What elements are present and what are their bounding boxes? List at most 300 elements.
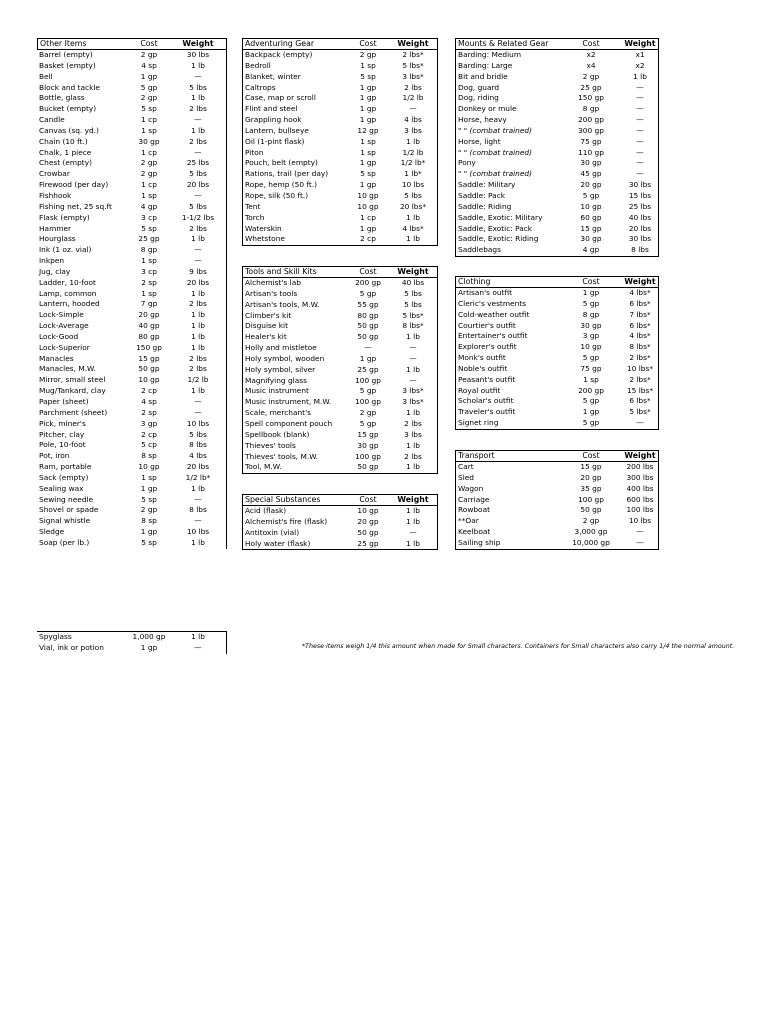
table-header	[455, 450, 659, 462]
item-name: Artisan's tools, M.W.	[245, 299, 320, 309]
item-weight: 3 lbs*	[402, 386, 424, 396]
item-weight: 2 lbs	[404, 451, 422, 461]
item-weight: —	[636, 158, 644, 168]
item-weight: 2 lbs*	[402, 50, 424, 59]
item-weight: 10 lbs	[628, 516, 652, 526]
item-cost: 10 gp	[357, 190, 379, 200]
item-cost: 2 cp	[360, 234, 376, 244]
item-weight: 9 lbs	[189, 266, 207, 276]
table-row	[37, 484, 226, 495]
table-row	[456, 245, 658, 256]
item-cost: 1 gp	[359, 158, 377, 168]
item-cost: 30 gp	[138, 136, 160, 146]
table-row	[37, 137, 226, 148]
table-row	[456, 93, 658, 104]
table-row	[37, 538, 226, 549]
item-weight: —	[636, 418, 644, 428]
item-name: Barrel (empty)	[39, 50, 93, 59]
item-cost: 40 gp	[138, 321, 160, 331]
item-name: Lock-Simple	[39, 310, 84, 320]
header-name-cell: Tools and Skill Kits	[245, 267, 317, 276]
item-name: Courtier's outfit	[458, 320, 516, 330]
item-weight: —	[409, 104, 417, 114]
item-cost: 150 gp	[136, 342, 162, 352]
item-cost: 35 gp	[580, 483, 602, 493]
item-name: Entertainer's outfit	[458, 331, 528, 341]
item-name: Whetstone	[245, 234, 285, 244]
item-name: Healer's kit	[245, 332, 287, 342]
item-name: Cart	[458, 462, 474, 471]
item-cost: x4	[586, 60, 596, 70]
item-name: Waterskin	[245, 223, 282, 233]
table-row	[243, 354, 437, 365]
table-row	[243, 278, 437, 289]
item-weight: 300 lbs	[626, 472, 654, 482]
table-row	[37, 451, 226, 462]
item-cost: 5 gp	[359, 418, 377, 428]
table-row	[456, 462, 658, 473]
table-row	[37, 332, 226, 343]
item-name: Alchemist's fire (flask)	[245, 516, 328, 526]
item-name: Cleric's vestments	[458, 298, 526, 308]
item-cost: 10 gp	[580, 342, 602, 352]
item-name: Saddle, Exotic: Riding	[458, 234, 539, 244]
item-name: Bell	[39, 71, 53, 81]
item-cost: 4 sp	[141, 60, 157, 70]
item-cost: 1 gp	[359, 104, 377, 114]
item-cost: 100 gp	[578, 494, 604, 504]
table-row	[243, 148, 437, 159]
item-name: Shovel or spade	[39, 505, 99, 515]
item-cost: 1 gp	[359, 115, 377, 125]
item-cost: 2 gp	[140, 93, 158, 103]
item-weight: —	[636, 169, 644, 179]
item-cost: 5 gp	[582, 298, 600, 308]
item-cost: 50 gp	[580, 505, 602, 515]
table-row	[243, 408, 437, 419]
item-weight: 7 lbs*	[629, 309, 651, 319]
table-row	[37, 419, 226, 430]
item-cost: 15 gp	[357, 429, 379, 439]
table-row	[456, 202, 658, 213]
table-row	[37, 72, 226, 83]
table-row	[456, 538, 658, 549]
item-weight: —	[636, 93, 644, 103]
table-row	[243, 462, 437, 473]
item-weight: 8 lbs*	[629, 342, 651, 352]
item-weight: 1 lb	[406, 538, 420, 548]
item-cost: 5 gp	[582, 353, 600, 363]
item-cost: 5 gp	[359, 288, 377, 298]
item-name: Ink (1 oz. vial)	[39, 245, 92, 255]
item-name: Tool, M.W.	[245, 462, 282, 472]
item-cost: 1 sp	[141, 125, 157, 135]
item-name: Mug/Tankard, clay	[39, 386, 106, 396]
item-name: Fishhook	[39, 190, 72, 200]
item-name: Paper (sheet)	[39, 397, 89, 406]
item-name: Sledge	[39, 527, 65, 537]
item-name: Dog, guard	[458, 82, 500, 92]
item-weight: 25 lbs	[186, 158, 210, 168]
item-cost: 10 gp	[580, 201, 602, 211]
table-row	[243, 528, 437, 539]
table-row	[37, 643, 226, 654]
table-row	[37, 430, 226, 441]
item-weight: 4 lbs	[404, 115, 422, 125]
item-name: Wagon	[458, 483, 484, 493]
item-name: Grappling hook	[245, 115, 302, 125]
item-weight: 2 lbs	[189, 364, 207, 374]
item-name: " " (combat trained)	[458, 147, 532, 157]
header-cost-cell: Cost	[359, 495, 377, 504]
table-row	[456, 148, 658, 159]
item-name: Bucket (empty)	[39, 104, 97, 114]
item-name: Sewing needle	[39, 494, 94, 504]
item-cost: 8 gp	[582, 309, 600, 319]
transport-table	[455, 450, 659, 550]
item-cost: 30 gp	[580, 158, 602, 168]
item-name: Crowbar	[39, 169, 70, 179]
item-weight: 6 lbs*	[629, 298, 651, 308]
item-cost: 3 cp	[141, 212, 157, 222]
table-row	[37, 256, 226, 267]
item-cost: 50 gp	[138, 364, 160, 374]
item-name: Ladder, 10-foot	[39, 277, 96, 287]
item-name: Firewood (per day)	[39, 180, 109, 190]
item-weight: 1/2 lb*	[400, 158, 426, 168]
header-weight-cell: Weight	[397, 495, 429, 504]
table-row	[456, 158, 658, 169]
table-header	[242, 38, 438, 50]
table-row	[456, 418, 658, 429]
table-row	[456, 484, 658, 495]
item-name: Lantern, bullseye	[245, 125, 309, 135]
item-weight: 5 lbs*	[402, 310, 424, 320]
item-name: Rope, silk (50 ft.)	[245, 190, 309, 200]
item-cost: 12 gp	[357, 125, 379, 135]
item-cost: 10 gp	[138, 462, 160, 472]
table-row	[456, 495, 658, 506]
item-name: Spellbook (blank)	[245, 429, 310, 439]
table-row	[37, 505, 226, 516]
item-cost: 50 gp	[357, 462, 379, 472]
item-cost: 1 sp	[141, 472, 157, 482]
table-row	[37, 50, 226, 61]
table-row	[243, 517, 437, 528]
table-row	[37, 375, 226, 386]
item-weight: 1 lb*	[404, 169, 422, 179]
item-cost: 1 sp	[141, 288, 157, 298]
header-cost-cell: Cost	[359, 267, 377, 276]
item-weight: 1 lb	[406, 234, 420, 244]
item-name: Candle	[39, 115, 65, 125]
table-row	[456, 191, 658, 202]
table-row	[456, 50, 658, 61]
item-name: Piton	[245, 147, 264, 157]
item-cost: 100 gp	[355, 451, 381, 461]
item-name: Backpack (empty)	[245, 50, 313, 59]
table-row	[37, 213, 226, 224]
item-name: Thieves' tools, M.W.	[245, 451, 319, 461]
item-weight: 6 lbs*	[629, 396, 651, 406]
item-name: Rations, trail (per day)	[245, 169, 329, 179]
header-name-cell: Special Substances	[245, 495, 321, 504]
table-row	[456, 299, 658, 310]
header-weight-cell: Weight	[397, 39, 429, 48]
item-name: Basket (empty)	[39, 60, 96, 70]
item-name: Signet ring	[458, 418, 499, 428]
table-row	[456, 310, 658, 321]
item-weight: 2 lbs	[189, 136, 207, 146]
table-row	[243, 376, 437, 387]
item-name: Sled	[458, 472, 474, 482]
item-name: Bottle, glass	[39, 93, 85, 103]
item-cost: 1 gp	[359, 93, 377, 103]
item-cost: 1 gp	[359, 180, 377, 190]
item-name: Dog, riding	[458, 93, 499, 103]
item-cost: 20 gp	[357, 516, 379, 526]
item-name: Artisan's tools	[245, 288, 298, 298]
item-name: Lantern, hooded	[39, 299, 100, 309]
item-weight: —	[409, 527, 417, 537]
item-weight: 10 lbs*	[626, 363, 654, 373]
item-weight: 5 lbs*	[402, 60, 424, 70]
item-cost: 110 gp	[578, 147, 604, 157]
item-cost: 3,000 gp	[574, 527, 608, 537]
table-row	[37, 516, 226, 527]
item-cost: 2 sp	[141, 407, 157, 417]
other-items-table	[37, 38, 227, 549]
item-name: **Oar	[458, 516, 479, 526]
item-name: Lamp, common	[39, 288, 97, 298]
item-weight: 400 lbs	[626, 483, 654, 493]
item-cost: 15 gp	[580, 462, 602, 471]
item-weight: 1 lb	[191, 93, 205, 103]
table-row	[37, 202, 226, 213]
table-row	[37, 321, 226, 332]
item-cost: 3 cp	[141, 266, 157, 276]
header-cost-cell: Cost	[582, 277, 600, 286]
item-weight: 1 lb	[633, 71, 647, 81]
footnote: *These items weigh 1/4 this amount when made for Small characters. Containers for Small characters also carry 1/4 the normal amount.	[302, 643, 735, 650]
item-cost: 5 sp	[360, 71, 376, 81]
item-cost: 80 gp	[357, 310, 379, 320]
table-row	[456, 104, 658, 115]
item-weight: 200 lbs	[626, 462, 654, 471]
item-weight: 8 lbs	[189, 505, 207, 515]
item-name: Artisan's outfit	[458, 288, 512, 297]
item-name: Inkpen	[39, 256, 65, 266]
item-weight: 3 lbs	[404, 429, 422, 439]
item-cost: 4 gp	[140, 201, 158, 211]
item-cost: 20 gp	[138, 310, 160, 320]
item-cost: 200 gp	[355, 278, 381, 287]
item-weight: 10 lbs	[401, 180, 425, 190]
item-cost: 4 sp	[141, 397, 157, 406]
item-cost: 1 sp	[141, 256, 157, 266]
item-weight: —	[636, 147, 644, 157]
item-weight: 40 lbs	[628, 212, 652, 222]
item-weight: 25 lbs	[628, 201, 652, 211]
item-weight: 1 lb	[191, 310, 205, 320]
item-weight: 5 lbs	[404, 288, 422, 298]
other-items-continued-table	[37, 631, 227, 654]
item-cost: 15 gp	[580, 223, 602, 233]
item-cost: 5 gp	[140, 82, 158, 92]
item-name: Saddle: Military	[458, 180, 516, 190]
table-row	[243, 72, 437, 83]
item-weight: 1 lb	[406, 408, 420, 418]
item-cost: 2 gp	[140, 50, 158, 59]
item-name: Sailing ship	[458, 537, 501, 547]
table-row	[37, 299, 226, 310]
table-row	[243, 332, 437, 343]
mounts-table	[455, 38, 659, 257]
item-weight: —	[194, 190, 202, 200]
item-weight: 1 lb	[406, 364, 420, 374]
item-weight: 2 lbs	[189, 104, 207, 114]
table-row	[456, 386, 658, 397]
item-name: Music instrument, M.W.	[245, 397, 332, 407]
item-weight: 20 lbs	[186, 462, 210, 472]
item-cost: 5 sp	[141, 494, 157, 504]
item-name: Royal outfit	[458, 385, 501, 395]
item-weight: 2 lbs	[404, 82, 422, 92]
item-cost: 1 gp	[140, 642, 158, 652]
table-row	[37, 267, 226, 278]
item-weight: 3 lbs*	[402, 71, 424, 81]
item-cost: 15 gp	[138, 353, 160, 363]
item-cost: 50 gp	[357, 527, 379, 537]
item-cost: 10 gp	[357, 201, 379, 211]
table-row	[37, 440, 226, 451]
table-row	[243, 365, 437, 376]
table-row	[37, 234, 226, 245]
item-name: Chain (10 ft.)	[39, 136, 88, 146]
item-cost: 50 gp	[357, 332, 379, 342]
item-cost: 80 gp	[138, 331, 160, 341]
table-row	[243, 50, 437, 61]
item-name: Holly and mistletoe	[245, 343, 317, 353]
item-weight: 2 lbs*	[629, 374, 651, 384]
item-name: Saddle: Pack	[458, 190, 506, 200]
item-name: Hourglass	[39, 234, 76, 244]
table-row	[243, 506, 437, 517]
item-weight: 4 lbs*	[402, 223, 424, 233]
item-weight: 30 lbs	[186, 50, 210, 59]
table-row	[37, 495, 226, 506]
item-name: Music instrument	[245, 386, 309, 396]
item-cost: 2 gp	[140, 505, 158, 515]
item-cost: 7 gp	[140, 299, 158, 309]
item-weight: 30 lbs	[628, 234, 652, 244]
item-cost: 1 sp	[583, 374, 599, 384]
item-name: Pole, 10-foot	[39, 440, 86, 450]
item-weight: 5 lbs	[189, 169, 207, 179]
table-row	[37, 462, 226, 473]
item-name: Magnifying glass	[245, 375, 307, 385]
item-weight: 20 lbs*	[399, 201, 427, 211]
table-row	[37, 83, 226, 94]
table-row	[37, 169, 226, 180]
item-cost: x2	[586, 50, 596, 59]
item-cost: 20 gp	[580, 180, 602, 190]
item-weight: —	[636, 125, 644, 135]
table-row	[243, 83, 437, 94]
item-name: Explorer's outfit	[458, 342, 517, 352]
item-name: Lock-Average	[39, 321, 89, 331]
item-cost: 1 gp	[582, 288, 600, 297]
item-weight: —	[194, 147, 202, 157]
item-weight: —	[409, 353, 417, 363]
item-name: Keelboat	[458, 527, 491, 537]
item-weight: —	[194, 245, 202, 255]
table-row	[37, 310, 226, 321]
table-row	[243, 321, 437, 332]
item-cost: 1 cp	[141, 147, 157, 157]
item-weight: 15 lbs	[628, 190, 652, 200]
item-cost: 60 gp	[580, 212, 602, 222]
item-name: Vial, ink or potion	[39, 642, 104, 652]
item-cost: 75 gp	[580, 363, 602, 373]
item-cost: 2 gp	[359, 50, 377, 59]
table-row	[456, 396, 658, 407]
item-cost: 2 gp	[140, 158, 158, 168]
table-row	[37, 104, 226, 115]
table-row	[243, 126, 437, 137]
item-name: Manacles	[39, 353, 74, 363]
item-weight: —	[194, 516, 202, 526]
table-row	[456, 375, 658, 386]
item-cost: 2 gp	[359, 408, 377, 418]
item-weight: 8 lbs*	[402, 321, 424, 331]
item-name: Disguise kit	[245, 321, 289, 331]
item-weight: —	[194, 407, 202, 417]
item-cost: 1 cp	[141, 115, 157, 125]
table-row	[243, 93, 437, 104]
item-cost: 1,000 gp	[132, 632, 166, 641]
item-weight: 1-1/2 lbs	[181, 212, 215, 222]
item-weight: 10 lbs	[186, 418, 210, 428]
table-row	[456, 527, 658, 538]
item-cost: 1 sp	[360, 60, 376, 70]
item-weight: 1/2 lb*	[185, 472, 211, 482]
table-row	[456, 180, 658, 191]
item-weight: —	[636, 104, 644, 114]
item-name: Case, map or scroll	[245, 93, 316, 103]
item-cost: 8 sp	[141, 451, 157, 461]
item-name: Holy symbol, wooden	[245, 353, 325, 363]
header-name-cell: Transport	[458, 451, 495, 460]
item-name: Barding: Medium	[458, 50, 522, 59]
table-row	[243, 104, 437, 115]
item-weight: —	[636, 115, 644, 125]
adventuring-gear-table	[242, 38, 438, 246]
item-weight: —	[409, 343, 417, 353]
item-name: Mirror, small steel	[39, 375, 106, 385]
item-name: Thieves' tools	[245, 440, 296, 450]
item-weight: 4 lbs*	[629, 331, 651, 341]
item-cost: 5 sp	[141, 223, 157, 233]
table-row	[456, 321, 658, 332]
table-row	[243, 158, 437, 169]
item-cost: 45 gp	[580, 169, 602, 179]
table-row	[37, 354, 226, 365]
item-cost: 30 gp	[357, 440, 379, 450]
tools-kits-table	[242, 266, 438, 474]
item-weight: 1 lb	[406, 516, 420, 526]
item-cost: 8 gp	[140, 245, 158, 255]
